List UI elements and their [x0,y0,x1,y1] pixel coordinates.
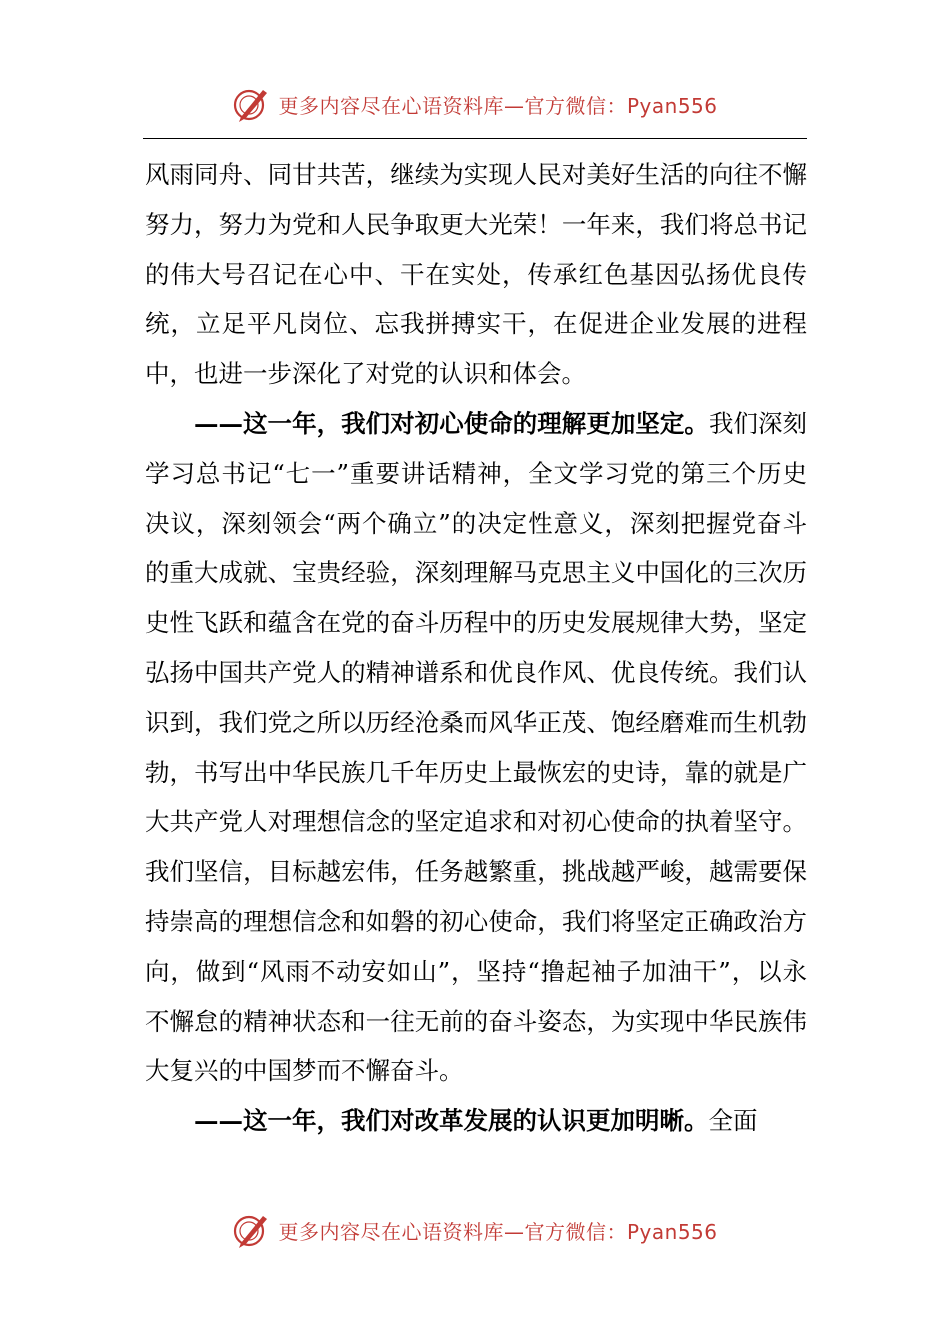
paragraph-3 [145,1096,807,1146]
header-banner [0,82,950,126]
footer-banner-label: 更多内容尽在心语资料库—官方微信： [278,1219,627,1244]
document-body [145,150,807,1146]
paragraph-1: 风雨同舟、同甘共苦，继续为实现人民对美好生活的向往不懈努力，努力为党和人民争取更大光荣！一年来，我们将总书记的伟大号召记在心中、干在实处，传承红色基因弘扬优良传统，立足平凡岗位、忘我拼搏实干，在促进企业发展的进程中，也进一步深化了对党的认识和体会。 [145,160,807,389]
header-banner-text [278,90,717,119]
header-wechat-id: Pyan556 [626,93,718,118]
header-banner-label: 更多内容尽在心语资料库—官方微信： [278,93,627,118]
header-divider [143,138,807,139]
footer-banner [0,1208,950,1252]
footer-banner-text [278,1216,717,1245]
footer-wechat-id: Pyan556 [626,1219,718,1244]
paragraph-2-text: 我们深刻学习总书记“七一”重要讲话精神，全文学习党的第三个历史决议，深刻领会“两个确立”的决定性意义，深刻把握党奋斗的重大成就、宝贵经验，深刻理解马克思主义中国化的三次历史性飞跃和蕴含在党的奋斗历程中的历史发展规律大势，坚定弘扬中国共产党人的精神谱系和优良作风、优良传统。我们认识到，我们党之所以历经沧桑而风华正茂、饱经磨难而生机勃勃，书写出中华民族几千年历史上最恢宏的史诗，靠的就是广大共产党人对理想信念的坚定追求和对初心使命的执着坚守。我们坚信，目标越宏伟，任务越繁重，挑战越严峻，越需要保持崇高的理想信念和如磐的初心使命，我们将坚定正确政治方向，做到“风雨不动安如山”，坚持“撸起袖子加油干”，以永不懈怠的精神状态和一往无前的奋斗姿态，为实现中华民族伟大复兴的中国梦而不懈奋斗。 [145,408,808,1086]
paragraph-2 [145,399,807,1096]
pen-circle-logo-icon [232,1210,272,1250]
pen-circle-logo-icon [232,84,272,124]
paragraph-3-heading: ——这一年，我们对改革发展的认识更加明晰。 [194,1106,709,1136]
paragraph-2-heading: ——这一年，我们对初心使命的理解更加坚定。 [194,408,709,438]
paragraph-3-text: 全面 [708,1106,758,1136]
